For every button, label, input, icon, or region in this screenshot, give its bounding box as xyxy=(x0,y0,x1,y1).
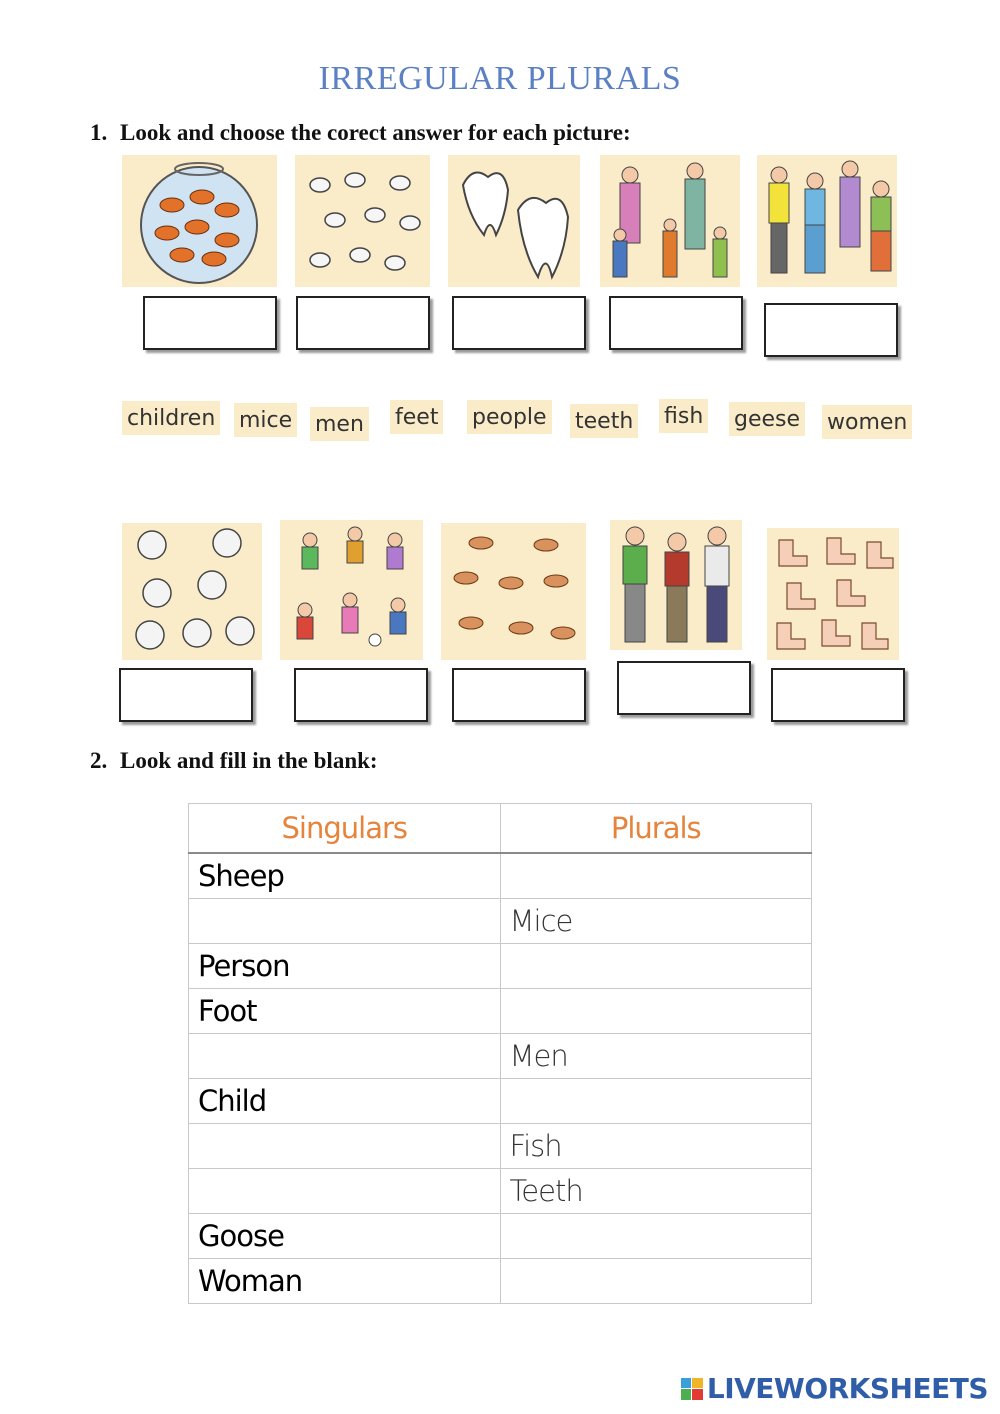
header-plurals: Plurals xyxy=(500,804,812,854)
word-tag[interactable]: women xyxy=(822,405,912,439)
footer-brand xyxy=(681,1372,988,1405)
exercise-2-text: Look and fill in the blank: xyxy=(120,748,378,773)
header-singulars: Singulars xyxy=(189,804,501,854)
word-tag[interactable]: geese xyxy=(729,402,805,436)
children-family-image xyxy=(600,155,740,287)
liveworksheets-logo-icon xyxy=(681,1378,703,1400)
word-tag[interactable]: mice xyxy=(234,403,297,437)
table-row xyxy=(189,1033,812,1078)
exercise-1-number: 1. xyxy=(90,120,108,145)
table-row xyxy=(189,1168,812,1213)
table-row xyxy=(189,853,812,898)
singular-cell[interactable] xyxy=(189,1123,501,1168)
exercise-2-instruction xyxy=(90,748,378,774)
women-image xyxy=(757,155,897,287)
plural-cell[interactable] xyxy=(500,1213,812,1258)
word-tag[interactable]: feet xyxy=(390,400,443,434)
mice-image xyxy=(441,523,586,660)
table-row xyxy=(189,988,812,1033)
plural-cell[interactable]: Teeth xyxy=(500,1168,812,1213)
table-row xyxy=(189,1213,812,1258)
answer-box-7[interactable] xyxy=(294,668,428,722)
exercise-1-instruction xyxy=(90,120,631,146)
teeth-image xyxy=(448,155,580,287)
table-row xyxy=(189,1123,812,1168)
plural-cell[interactable] xyxy=(500,1078,812,1123)
answer-box-1[interactable] xyxy=(143,296,277,350)
singular-cell[interactable]: Goose xyxy=(189,1213,501,1258)
singular-cell[interactable]: Person xyxy=(189,943,501,988)
table-header-row xyxy=(189,804,812,854)
answer-box-8[interactable] xyxy=(452,668,586,722)
plural-cell[interactable] xyxy=(500,853,812,898)
plural-cell[interactable] xyxy=(500,1258,812,1303)
exercise-2-number: 2. xyxy=(90,748,108,773)
word-tag[interactable]: fish xyxy=(659,399,708,433)
answer-box-10[interactable] xyxy=(771,668,905,722)
plural-cell[interactable]: Fish xyxy=(500,1123,812,1168)
brand-name: LIVEWORKSHEETS xyxy=(706,1372,988,1405)
answer-box-2[interactable] xyxy=(296,296,430,350)
table-row xyxy=(189,1078,812,1123)
word-tag[interactable]: men xyxy=(310,407,369,441)
answer-box-4[interactable] xyxy=(609,296,743,350)
fishbowl-image xyxy=(122,155,277,287)
answer-box-9[interactable] xyxy=(617,661,751,715)
singular-cell[interactable]: Child xyxy=(189,1078,501,1123)
plural-cell[interactable]: Mice xyxy=(500,898,812,943)
table-row xyxy=(189,1258,812,1303)
singular-cell[interactable]: Foot xyxy=(189,988,501,1033)
sheep-image xyxy=(122,523,262,660)
feet-image xyxy=(767,528,899,660)
singular-cell[interactable] xyxy=(189,1168,501,1213)
singular-cell[interactable] xyxy=(189,1033,501,1078)
plural-cell[interactable]: Men xyxy=(500,1033,812,1078)
answer-box-6[interactable] xyxy=(119,668,253,722)
geese-image xyxy=(295,155,430,287)
singular-cell[interactable]: Woman xyxy=(189,1258,501,1303)
page-title: IRREGULAR PLURALS xyxy=(318,60,682,97)
word-tag[interactable]: people xyxy=(467,400,552,434)
answer-box-3[interactable] xyxy=(452,296,586,350)
word-tag[interactable]: teeth xyxy=(570,404,638,438)
singular-cell[interactable] xyxy=(189,898,501,943)
plural-cell[interactable] xyxy=(500,988,812,1033)
plural-cell[interactable] xyxy=(500,943,812,988)
table-row xyxy=(189,943,812,988)
plurals-table xyxy=(188,803,812,1304)
table-row xyxy=(189,898,812,943)
exercise-1-text: Look and choose the corect answer for each picture: xyxy=(120,120,631,145)
playing-children-image xyxy=(280,520,423,660)
answer-box-5[interactable] xyxy=(764,303,898,357)
word-tag[interactable]: children xyxy=(122,401,220,435)
men-image xyxy=(610,520,742,650)
singular-cell[interactable]: Sheep xyxy=(189,853,501,898)
